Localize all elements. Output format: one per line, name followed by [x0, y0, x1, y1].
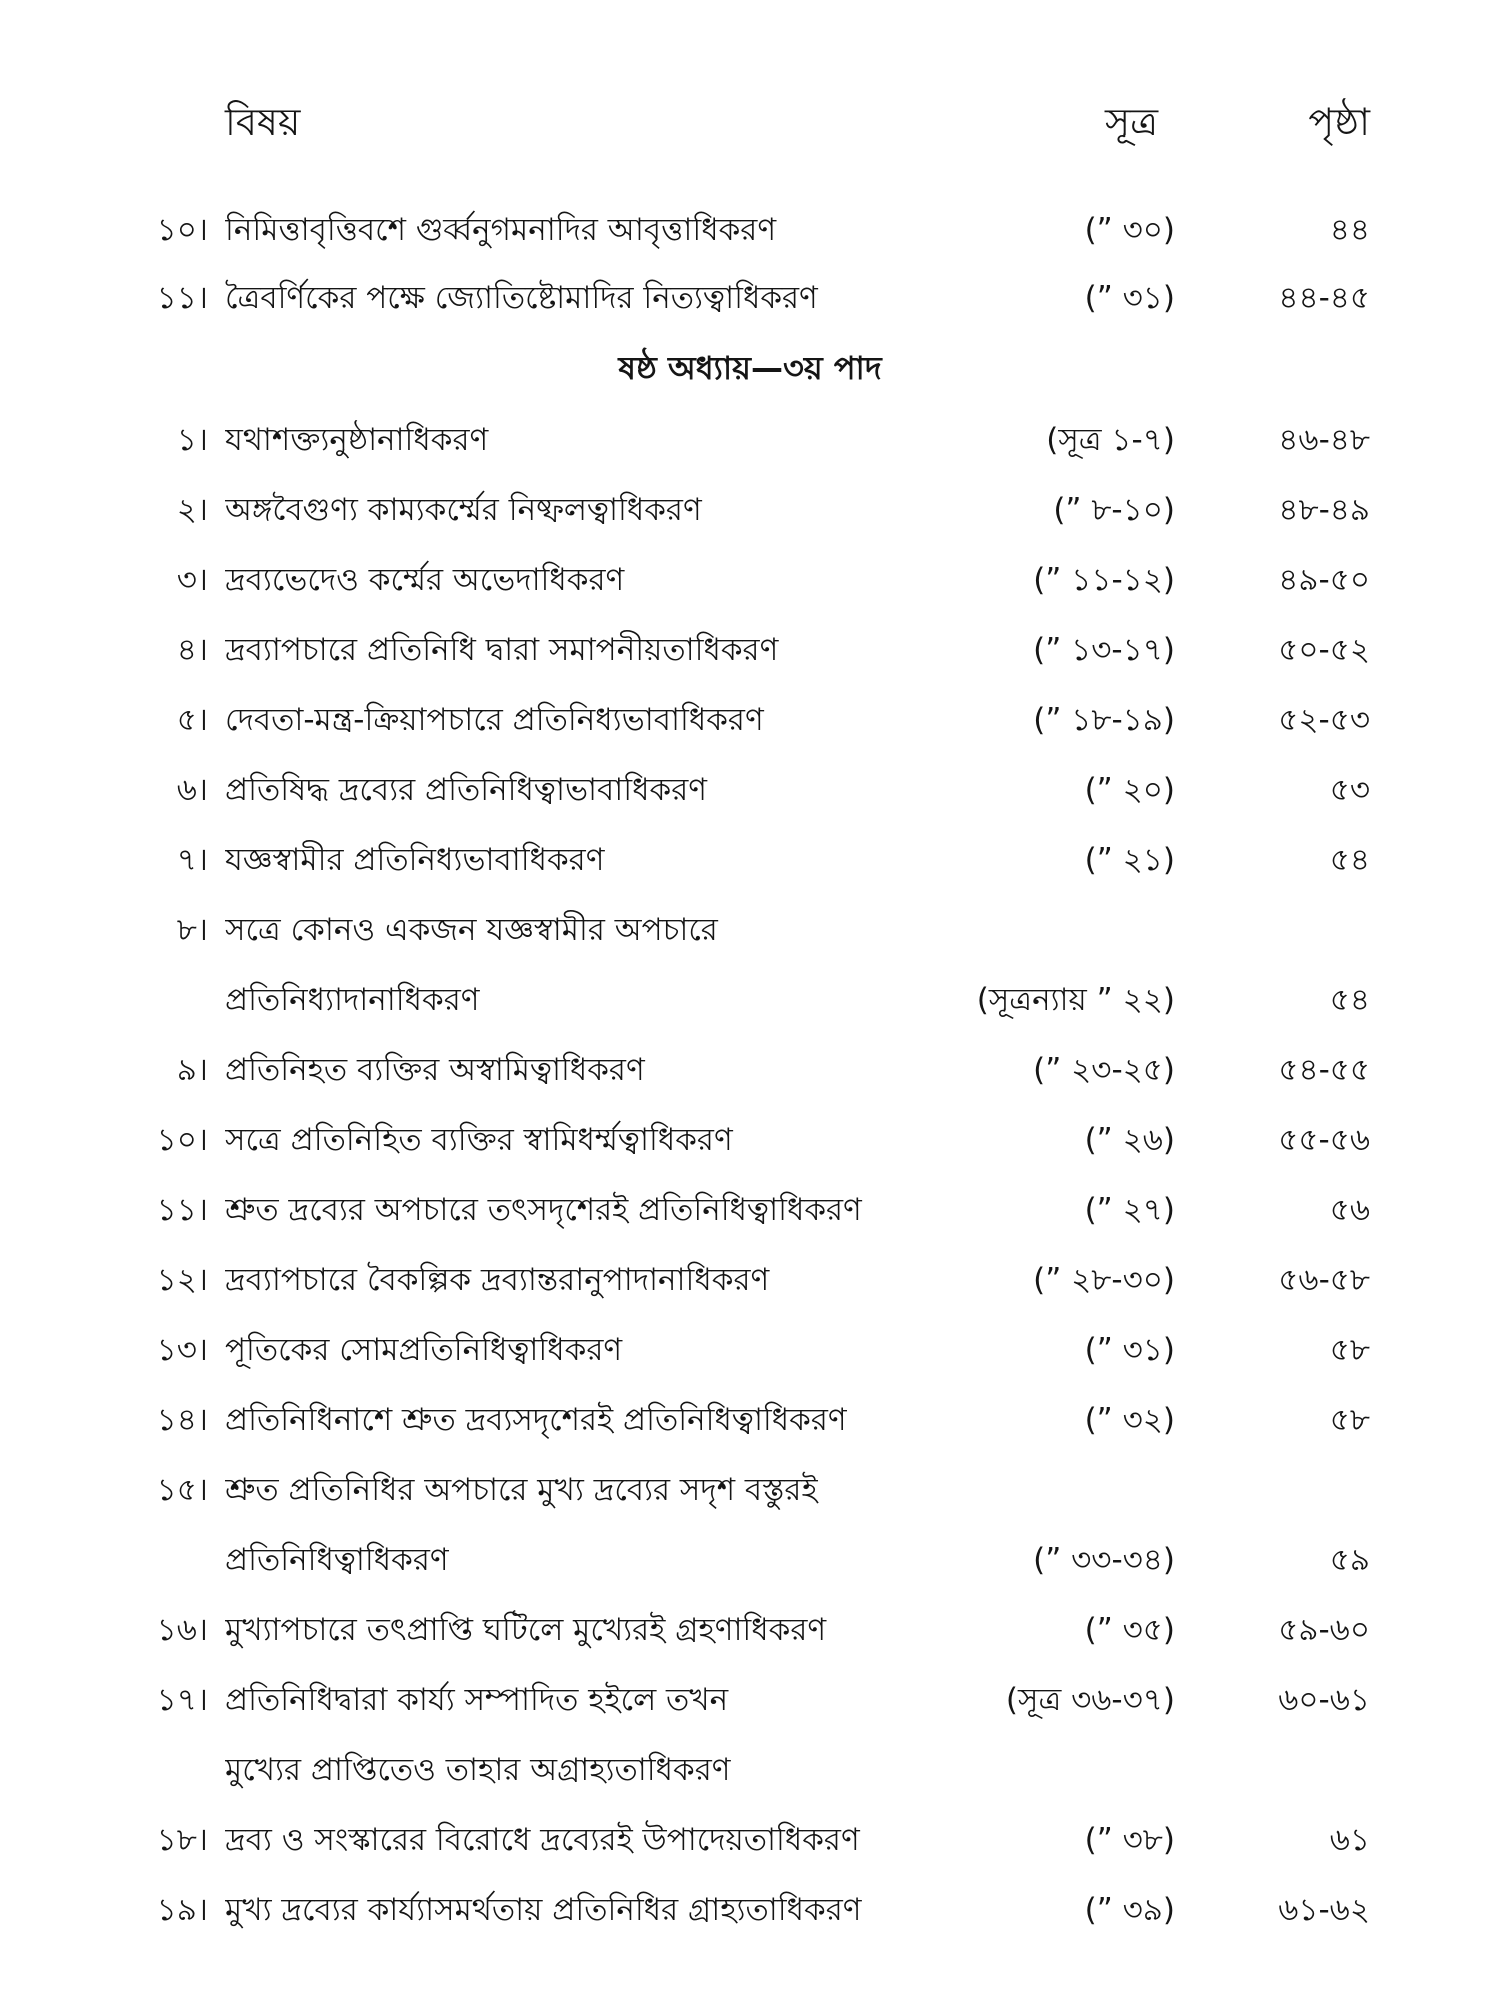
toc-entry — [0, 202, 1500, 258]
entry-sutra: (” ৮-১০) — [1053, 492, 1175, 528]
entry-number: ১২। — [156, 1262, 208, 1298]
entry-sutra: (” ৩৮) — [1084, 1822, 1175, 1858]
entry-page: ৫৯ — [1329, 1542, 1370, 1578]
toc-entry — [0, 1252, 1500, 1308]
toc-entry — [0, 1672, 1500, 1728]
entry-sutra: (” ১১-১২) — [1033, 562, 1175, 598]
entry-page: ৫৬-৫৮ — [1278, 1262, 1370, 1298]
toc-entry — [0, 1462, 1500, 1518]
entry-number: ১১। — [156, 280, 208, 316]
entry-number: ৮। — [176, 912, 208, 948]
entry-number: ৯। — [176, 1052, 208, 1088]
entry-page: ৪৯-৫০ — [1278, 562, 1370, 598]
entry-page: ৫৪ — [1329, 982, 1370, 1018]
entry-page: ৫৪ — [1329, 842, 1370, 878]
entry-sutra: (” ২০) — [1084, 772, 1175, 808]
entry-sutra: (” ২৭) — [1084, 1192, 1175, 1228]
entry-page: ৪৬-৪৮ — [1278, 422, 1370, 458]
entry-page: ৪৪ — [1329, 212, 1370, 248]
entry-title: যথাশক্ত্যনুষ্ঠানাধিকরণ — [225, 422, 489, 458]
entry-title: শ্রুত দ্রব্যের অপচারে তৎসদৃশেরই প্রতিনিধিত্বাধিকরণ — [225, 1192, 862, 1228]
entry-page: ৫৮ — [1329, 1402, 1370, 1438]
entry-title: দ্রব্য ও সংস্কারের বিরোধে দ্রব্যেরই উপাদেয়তাধিকরণ — [225, 1822, 860, 1858]
entry-page: ৫৬ — [1329, 1192, 1370, 1228]
entry-sutra: (” ৩০) — [1084, 212, 1175, 248]
entry-number: ৫। — [176, 702, 208, 738]
toc-entry — [0, 1882, 1500, 1938]
toc-entry — [0, 270, 1500, 326]
toc-entry — [0, 1392, 1500, 1448]
entry-number: ১৪। — [156, 1402, 208, 1438]
entry-sutra: (” ২৩-২৫) — [1033, 1052, 1175, 1088]
entry-page: ৪৪-৪৫ — [1278, 280, 1370, 316]
toc-entry — [0, 1182, 1500, 1238]
entry-title: প্রতিনিধ্যাদানাধিকরণ — [225, 982, 480, 1018]
column-header-subject: বিষয় — [225, 100, 301, 144]
toc-entry — [0, 1812, 1500, 1868]
entry-title: ত্রৈবর্ণিকের পক্ষে জ্যোতিষ্টোমাদির নিত্যত্বাধিকরণ — [225, 280, 818, 316]
toc-entry — [0, 482, 1500, 538]
entry-number: ১৫। — [156, 1472, 208, 1508]
toc-entry — [0, 622, 1500, 678]
entry-title: অঙ্গবৈগুণ্য কাম্যকর্ম্মের নিষ্ফলত্বাধিকরণ — [225, 492, 702, 528]
toc-entry — [0, 692, 1500, 748]
entry-sutra: (” ১৩-১৭) — [1033, 632, 1175, 668]
entry-sutra: (” ৩১) — [1084, 1332, 1175, 1368]
entry-title: প্রতিনিধিনাশে শ্রুত দ্রব্যসদৃশেরই প্রতিনিধিত্বাধিকরণ — [225, 1402, 847, 1438]
entry-sutra: (” ৩২) — [1084, 1402, 1175, 1438]
entry-sutra: (সূত্র ৩৬-৩৭) — [1005, 1682, 1175, 1718]
entry-page: ৬০-৬১ — [1278, 1682, 1370, 1718]
entry-page: ৫৮ — [1329, 1332, 1370, 1368]
column-header-sutra: সূত্র — [1105, 100, 1159, 144]
entry-number: ৭। — [176, 842, 208, 878]
entry-number: ১৩। — [156, 1332, 208, 1368]
toc-entry — [0, 902, 1500, 958]
entry-sutra: (সূত্র ১-৭) — [1046, 422, 1175, 458]
entry-sutra: (” ৩১) — [1084, 280, 1175, 316]
entry-sutra: (” ২৬) — [1084, 1122, 1175, 1158]
entry-sutra: (” ৩৫) — [1084, 1612, 1175, 1648]
entry-title: যজ্ঞস্বামীর প্রতিনিধ্যভাবাধিকরণ — [225, 842, 605, 878]
entry-title: দ্রব্যাপচারে বৈকল্পিক দ্রব্যান্তরানুপাদানাধিকরণ — [225, 1262, 770, 1298]
entry-title: প্রতিনিধিত্বাধিকরণ — [225, 1542, 449, 1578]
toc-entry — [0, 1322, 1500, 1378]
entry-number: ১০। — [156, 1122, 208, 1158]
entry-sutra: (” ৩৯) — [1084, 1892, 1175, 1928]
entry-sutra: (” ৩৩-৩৪) — [1033, 1542, 1175, 1578]
entry-page: ৫৫-৫৬ — [1278, 1122, 1370, 1158]
toc-entry-continuation — [0, 1742, 1500, 1798]
entry-number: ১৮। — [156, 1822, 208, 1858]
toc-entry — [0, 412, 1500, 468]
entry-number: ১৯। — [156, 1892, 208, 1928]
entry-title: শ্রুত প্রতিনিধির অপচারে মুখ্য দ্রব্যের সদৃশ বস্তুরই — [225, 1472, 818, 1508]
entry-title: নিমিত্তাবৃত্তিবশে গুর্ব্বনুগমনাদির আবৃত্তাধিকরণ — [225, 212, 777, 248]
section-heading: ষষ্ঠ অধ্যায়—৩য় পাদ — [618, 349, 882, 387]
entry-page: ৫২-৫৩ — [1278, 702, 1370, 738]
toc-entry — [0, 762, 1500, 818]
entry-sutra: (সূত্রন্যায় ” ২২) — [976, 982, 1175, 1018]
entry-number: ১৭। — [156, 1682, 208, 1718]
toc-entry-continuation — [0, 1532, 1500, 1588]
entry-page: ৫৯-৬০ — [1278, 1612, 1370, 1648]
entry-sutra: (” ২৮-৩০) — [1033, 1262, 1175, 1298]
entry-title: প্রতিনিহত ব্যক্তির অস্বামিত্বাধিকরণ — [225, 1052, 645, 1088]
entry-title: মুখ্যাপচারে তৎপ্রাপ্তি ঘটিলে মুখ্যেরই গ্রহণাধিকরণ — [225, 1612, 827, 1648]
entry-title: প্রতিনিধিদ্বারা কার্য্য সম্পাদিত হইলে তখন — [225, 1682, 729, 1718]
toc-entry — [0, 552, 1500, 608]
entry-sutra: (” ২১) — [1084, 842, 1175, 878]
column-header-page: পৃষ্ঠা — [1308, 100, 1370, 144]
entry-title: মুখ্যের প্রাপ্তিতেও তাহার অগ্রাহ্যতাধিকরণ — [225, 1752, 731, 1788]
toc-entry — [0, 1112, 1500, 1168]
entry-number: ৪। — [176, 632, 208, 668]
entry-title: প্রতিষিদ্ধ দ্রব্যের প্রতিনিধিত্বাভাবাধিকরণ — [225, 772, 708, 808]
toc-entry — [0, 1042, 1500, 1098]
toc-entry — [0, 1602, 1500, 1658]
entry-page: ৫৩ — [1329, 772, 1370, 808]
entry-sutra: (” ১৮-১৯) — [1033, 702, 1175, 738]
toc-entry — [0, 832, 1500, 888]
entry-page: ৬১-৬২ — [1278, 1892, 1370, 1928]
entry-number: ১০। — [156, 212, 208, 248]
entry-page: ৫৪-৫৫ — [1278, 1052, 1370, 1088]
entry-title: মুখ্য দ্রব্যের কার্য্যাসমর্থতায় প্রতিনিধির গ্রাহ্যতাধিকরণ — [225, 1892, 862, 1928]
entry-title: দ্রব্যভেদেও কর্ম্মের অভেদাধিকরণ — [225, 562, 625, 598]
entry-title: দেবতা-মন্ত্র-ক্রিয়াপচারে প্রতিনিধ্যভাবাধিকরণ — [225, 702, 764, 738]
entry-number: ১৬। — [156, 1612, 208, 1648]
entry-page: ৫০-৫২ — [1278, 632, 1370, 668]
entry-page: ৬১ — [1329, 1822, 1370, 1858]
entry-number: ১১। — [156, 1192, 208, 1228]
entry-title: পূতিকের সোমপ্রতিনিধিত্বাধিকরণ — [225, 1332, 623, 1368]
entry-number: ৬। — [176, 772, 208, 808]
entry-number: ৩। — [176, 562, 208, 598]
entry-title: সত্রে কোনও একজন যজ্ঞস্বামীর অপচারে — [225, 912, 718, 948]
entry-title: দ্রব্যাপচারে প্রতিনিধি দ্বারা সমাপনীয়তাধিকরণ — [225, 632, 779, 668]
entry-page: ৪৮-৪৯ — [1278, 492, 1370, 528]
entry-title: সত্রে প্রতিনিহিত ব্যক্তির স্বামিধর্ম্মত্বাধিকরণ — [225, 1122, 733, 1158]
entry-number: ১। — [176, 422, 208, 458]
toc-entry-continuation — [0, 972, 1500, 1028]
entry-number: ২। — [176, 492, 208, 528]
